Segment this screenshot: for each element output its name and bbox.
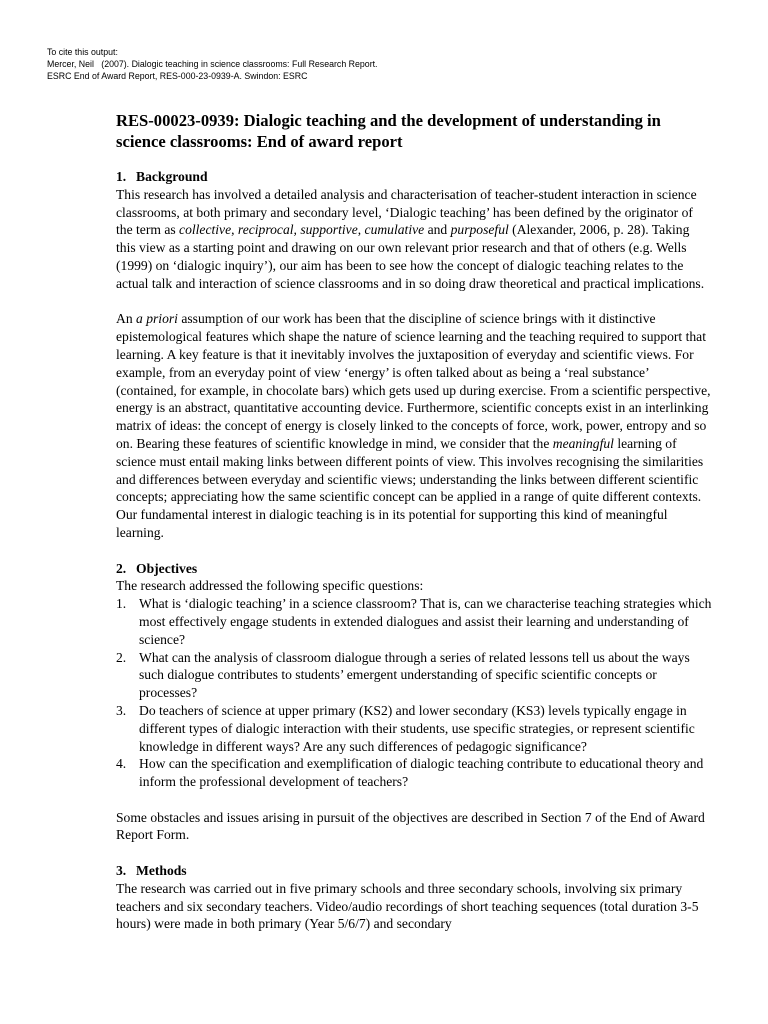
citation-line-2: Mercer, Neil (2007). Dialogic teaching in science classrooms: Full Research Report.	[47, 59, 378, 69]
section-number: 3.	[116, 863, 127, 879]
section-title: Methods	[136, 863, 187, 879]
section-number: 1.	[116, 169, 127, 184]
report-title: RES-00023-0939: Dialogic teaching and the development of understanding in science classrooms: End of award report	[116, 111, 661, 151]
background-paragraph-1: This research has involved a detailed analysis and characterisation of teacher-student interaction in science classrooms, at both primary and secondary level, ‘Dialogic teaching’ has been defined by the originator of the term as collective, reciprocal, supportive, cumulative and purposeful (Alexander, 2006, p. 28). Taking this view as a starting point and drawing on our own relevant prior research and that of others (e.g. Wells (1999) on ‘dialogic inquiry’), our aim has been to see how the concept of dialogic teaching relates to the actual talk and interaction of science classrooms and in so doing draw theoretical and practical implications.	[116, 186, 705, 291]
objectives-closing: Some obstacles and issues arising in pursuit of the objectives are described in Section 7 of the End of Award Report Form.	[116, 809, 705, 843]
list-item: 3. Do teachers of science at upper primary (KS2) and lower secondary (KS3) levels typically engage in different types of dialogic interaction with their students, use specific strategies, or represent scientific knowledge in different ways? Are any such differences of pedagogic significance?	[116, 702, 695, 754]
section-heading-methods	[116, 862, 712, 880]
citation-block	[47, 46, 378, 82]
section-title: Background	[136, 169, 208, 184]
section-title: Objectives	[136, 560, 198, 576]
report-body	[116, 110, 712, 933]
methods-paragraph-1: The research was carried out in five primary schools and three secondary schools, involving six primary teachers and six secondary teachers. Video/audio recordings of short teaching sequences (total duration 3-5 hours) were made in both primary (Year 5/6/7) and secondary	[116, 880, 699, 932]
citation-line-3: ESRC End of Award Report, RES-000-23-0939-A. Swindon: ESRC	[47, 71, 308, 81]
section-objectives	[116, 560, 712, 845]
section-heading-objectives	[116, 560, 712, 578]
list-item: 4. How can the specification and exemplification of dialogic teaching contribute to educational theory and inform the professional development of teachers?	[116, 756, 704, 790]
list-item: 2. What can the analysis of classroom dialogue through a series of related lessons tell us about the ways such dialogue contributes to students’ emergent understanding of specific scientific concepts or processes?	[116, 649, 690, 701]
section-number: 2.	[116, 560, 127, 576]
section-methods	[116, 862, 712, 933]
section-heading-background	[116, 168, 712, 186]
section-background	[116, 168, 712, 542]
objectives-intro: The research addressed the following specific questions:	[116, 578, 424, 594]
citation-line-1: To cite this output:	[47, 47, 118, 57]
list-item: 1. What is ‘dialogic teaching’ in a science classroom? That is, can we characterise teaching strategies which most effectively engage students in extended dialogues and assist their learning and understanding of science?	[116, 596, 712, 647]
background-paragraph-2: An a priori assumption of our work has been that the discipline of science brings with it distinctive epistemological features which shape the nature of science learning and the teaching required to support that learning. A key feature is that it inevitably involves the juxtaposition of everyday and scientific views. For example, from an everyday point of view ‘energy’ is often talked about as being a ‘real substance’ (contained, for example, in chocolate bars) which gets used up during exercise. From a scientific perspective, energy is an abstract, quantitative accounting device. Furthermore, scientific concepts exist in an interlinking matrix of ideas: the concept of energy is closely linked to the concepts of force, work, power, entropy and so on. Bearing these features of scientific knowledge in mind, we consider that the meaningful learning of science must entail making links between different points of view. This involves recognising the similarities and differences between everyday and scientific views; understanding the links between different scientific concepts; appreciating how the same scientific concept can be applied in a range of quite different contexts. Our fundamental interest in dialogic teaching is in its potential for supporting this kind of meaningful learning.	[116, 311, 711, 540]
objectives-list	[116, 595, 712, 791]
